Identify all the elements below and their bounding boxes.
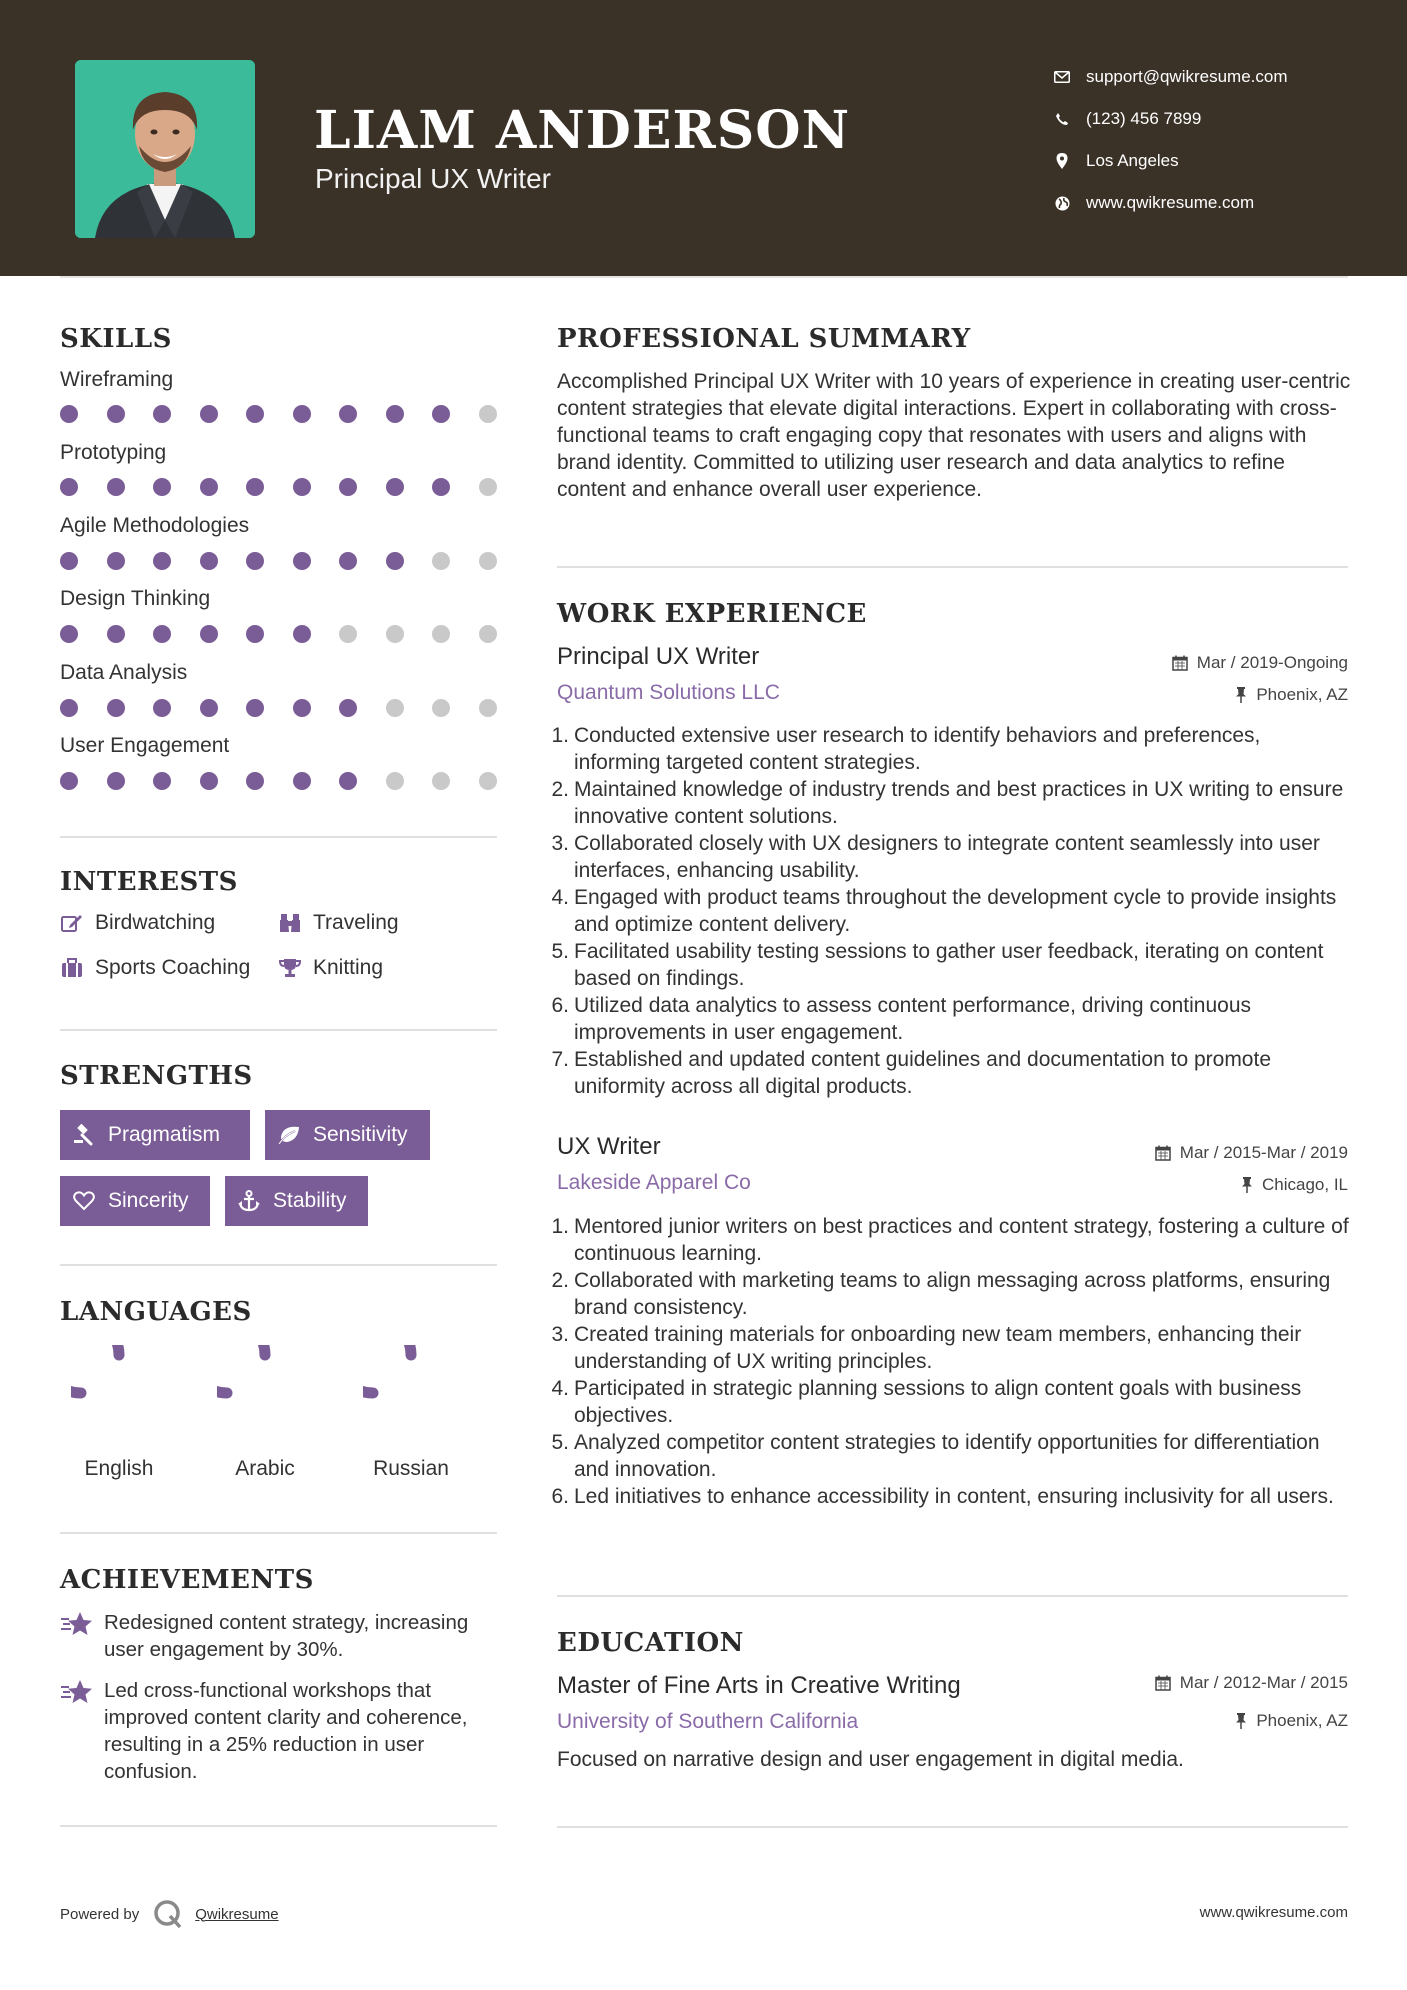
achievement-text: Redesigned content strategy, increasing user engagement by 30%. <box>104 1611 469 1661</box>
skill-dot-filled <box>153 478 171 496</box>
skill-dot-filled <box>153 772 171 790</box>
section-divider <box>60 1825 497 1827</box>
summary-heading: PROFESSIONAL SUMMARY <box>557 324 971 354</box>
experience-heading: WORK EXPERIENCE <box>557 599 867 629</box>
gavel-icon <box>72 1124 96 1146</box>
section-divider <box>60 1264 497 1266</box>
star-icon <box>60 1677 94 1785</box>
skill-dot-filled <box>339 552 357 570</box>
job-title: UX Writer <box>557 1133 661 1160</box>
skill-dot-filled <box>153 405 171 423</box>
skill-label: Data Analysis <box>60 661 188 684</box>
pushpin-icon <box>1235 687 1247 703</box>
pushpin-icon <box>1241 1177 1253 1193</box>
skill-dot-empty <box>386 699 404 717</box>
skill-dot-filled <box>339 772 357 790</box>
heart-icon <box>72 1191 96 1211</box>
duty-number: 4. <box>551 886 569 909</box>
strength-label: Stability <box>273 1189 347 1212</box>
language-item <box>205 1345 325 1481</box>
briefcase-icon <box>60 958 84 978</box>
skill-dot-empty <box>386 625 404 643</box>
skill-dot-filled <box>293 772 311 790</box>
languages-heading: LANGUAGES <box>60 1297 252 1327</box>
star-icon <box>60 1609 94 1663</box>
skill-dot-filled <box>246 405 264 423</box>
skill-dot-filled <box>293 699 311 717</box>
skill-dot-filled <box>339 405 357 423</box>
skill-dot-filled <box>246 699 264 717</box>
language-proficiency-arc <box>71 1345 119 1393</box>
skill-dot-filled <box>386 405 404 423</box>
pushpin-icon <box>1235 1713 1247 1729</box>
section-divider <box>557 1595 1348 1597</box>
section-divider <box>60 836 497 838</box>
duty-item <box>551 1321 1351 1375</box>
language-proficiency-arc <box>217 1345 265 1393</box>
skill-dot-empty <box>479 625 497 643</box>
duty-number: 2. <box>551 778 569 801</box>
skill-dot-filled <box>200 405 218 423</box>
duty-number: 3. <box>551 1323 569 1346</box>
strength-badge <box>60 1110 250 1160</box>
duty-number: 6. <box>551 994 569 1017</box>
duty-item <box>551 1483 1351 1510</box>
skill-dot-filled <box>107 478 125 496</box>
duty-number: 7. <box>551 1048 569 1071</box>
skill-dot-filled <box>339 478 357 496</box>
strength-badge <box>225 1176 368 1226</box>
contact-website-text: www.qwikresume.com <box>1086 193 1255 212</box>
duty-text: Maintained knowledge of industry trends and best practices in UX writing to ensure innovative content solutions. <box>574 778 1344 828</box>
duty-text: Mentored junior writers on best practices and content strategy, fostering a culture of continuous learning. <box>574 1215 1349 1265</box>
skill-dot-filled <box>60 405 78 423</box>
anchor-icon <box>237 1190 261 1212</box>
duty-text: Analyzed competitor content strategies to identify opportunities for differentiation and innovation. <box>574 1431 1320 1481</box>
duty-number: 1. <box>551 724 569 747</box>
skill-dot-empty <box>479 552 497 570</box>
skill-dot-filled <box>432 405 450 423</box>
achievements-heading: ACHIEVEMENTS <box>60 1565 314 1595</box>
duty-item <box>551 722 1351 776</box>
contact-website[interactable] <box>1050 182 1288 224</box>
qwikresume-logo-icon <box>153 1899 183 1929</box>
job-location-text: Phoenix, AZ <box>1256 685 1348 704</box>
duty-number: 6. <box>551 1485 569 1508</box>
location-pin-icon <box>1050 153 1074 169</box>
contact-phone[interactable] <box>1050 98 1288 140</box>
language-item <box>59 1345 179 1481</box>
interest-item <box>278 956 383 980</box>
degree-title: Master of Fine Arts in Creative Writing <box>557 1672 961 1699</box>
skill-dot-filled <box>200 699 218 717</box>
duty-text: Conducted extensive user research to identify behaviors and preferences, informing targeted content strategies. <box>574 724 1261 774</box>
strength-label: Pragmatism <box>108 1123 221 1146</box>
education-heading: EDUCATION <box>557 1628 744 1658</box>
skill-dot-filled <box>107 405 125 423</box>
skill-dot-filled <box>293 405 311 423</box>
strengths-heading: STRENGTHS <box>60 1061 253 1091</box>
candidate-title: Principal UX Writer <box>315 163 551 194</box>
resume-header <box>0 0 1407 276</box>
duty-text: Facilitated usability testing sessions to gather user feedback, iterating on content based on findings. <box>574 940 1324 990</box>
duty-text: Led initiatives to enhance accessibility in content, ensuring inclusivity for all users. <box>574 1485 1334 1508</box>
skill-dot-filled <box>293 478 311 496</box>
strength-label: Sensitivity <box>313 1123 408 1146</box>
skill-dot-filled <box>293 625 311 643</box>
section-divider <box>60 1532 497 1534</box>
powered-by-text: Powered by <box>60 1905 140 1923</box>
skill-rating <box>60 699 525 717</box>
strength-badge <box>60 1176 210 1226</box>
skill-rating <box>60 625 525 643</box>
contact-email-text: support@qwikresume.com <box>1086 67 1288 86</box>
summary-text: Accomplished Principal UX Writer with 10 years of experience in creating user-centric content strategies that elevate digital interactions. Expert in collaborating with cross-functional teams to craft engaging copy that resonates with users and aligns with brand identity. Committed to utilizing user research and data analytics to refine content and enhance overall user experience. <box>557 370 1351 501</box>
language-proficiency-arc <box>363 1345 411 1393</box>
interest-item <box>60 911 215 935</box>
skill-dot-filled <box>432 478 450 496</box>
company-name: Quantum Solutions LLC <box>557 681 780 704</box>
job-dates-text: Mar / 2015-Mar / 2019 <box>1179 1143 1348 1162</box>
duty-item <box>551 1046 1351 1100</box>
skill-dot-filled <box>200 552 218 570</box>
duty-number: 5. <box>551 1431 569 1454</box>
calendar-icon <box>1172 655 1188 671</box>
job-dates <box>1155 1143 1348 1163</box>
skill-dot-filled <box>293 552 311 570</box>
skill-dot-filled <box>107 699 125 717</box>
section-divider <box>557 1826 1348 1828</box>
duty-number: 4. <box>551 1377 569 1400</box>
skill-dot-empty <box>432 772 450 790</box>
interest-label: Sports Coaching <box>95 956 251 979</box>
education-dates-text: Mar / 2012-Mar / 2015 <box>1179 1673 1348 1692</box>
interests-heading: INTERESTS <box>60 867 238 897</box>
contact-email[interactable] <box>1050 56 1288 98</box>
skill-dot-filled <box>107 772 125 790</box>
job-location-text: Chicago, IL <box>1262 1175 1348 1194</box>
duty-text: Utilized data analytics to assess content performance, driving continuous improvements in user engagement. <box>574 994 1252 1044</box>
duty-number: 1. <box>551 1215 569 1238</box>
skill-dot-filled <box>153 625 171 643</box>
duty-text: Created training materials for onboarding new team members, enhancing their understanding of UX writing principles. <box>574 1323 1302 1373</box>
skill-label: Agile Methodologies <box>60 514 250 537</box>
duty-text: Participated in strategic planning sessions to align content goals with business objectives. <box>574 1377 1302 1427</box>
language-label: Arabic <box>235 1457 295 1480</box>
language-proficiency-ring <box>363 1345 459 1441</box>
skill-dot-empty <box>386 772 404 790</box>
interest-label: Knitting <box>313 956 384 979</box>
duty-item <box>551 1213 1351 1267</box>
skill-dot-filled <box>200 625 218 643</box>
skill-dot-filled <box>153 699 171 717</box>
contact-phone-text: (123) 456 7899 <box>1086 109 1202 128</box>
skill-dot-filled <box>200 772 218 790</box>
duty-item <box>551 938 1351 992</box>
duty-item <box>551 1267 1351 1321</box>
skill-dot-filled <box>60 772 78 790</box>
candidate-name: LIAM ANDERSON <box>314 100 851 161</box>
duty-list <box>551 1213 1351 1510</box>
interest-label: Traveling <box>313 911 399 934</box>
language-label: English <box>84 1457 154 1480</box>
duty-item <box>551 884 1351 938</box>
calendar-icon <box>1155 1675 1171 1691</box>
skill-rating <box>60 772 525 790</box>
skill-dot-empty <box>479 772 497 790</box>
skill-dot-filled <box>60 699 78 717</box>
skill-dot-filled <box>386 478 404 496</box>
binoculars-icon <box>278 913 302 933</box>
job-dates <box>1172 653 1348 673</box>
skill-dot-filled <box>107 625 125 643</box>
strength-badge <box>265 1110 430 1160</box>
achievement-text: Led cross-functional workshops that improved content clarity and coherence, resulting in a 25% reduction in user confusion. <box>104 1679 468 1783</box>
calendar-icon <box>1155 1145 1171 1161</box>
interest-item <box>278 911 399 935</box>
duty-item <box>551 830 1351 884</box>
skills-heading: SKILLS <box>60 324 172 354</box>
contact-location-text: Los Angeles <box>1086 151 1179 170</box>
skill-rating <box>60 478 525 496</box>
globe-icon <box>1050 196 1074 211</box>
skill-dot-empty <box>479 478 497 496</box>
skill-dot-filled <box>200 478 218 496</box>
education-description: Focused on narrative design and user engagement in digital media. <box>557 1748 1184 1771</box>
skill-label: Design Thinking <box>60 587 211 610</box>
duty-list <box>551 722 1351 1100</box>
language-proficiency-ring <box>71 1345 167 1441</box>
skill-dot-empty <box>479 405 497 423</box>
skill-label: User Engagement <box>60 734 230 757</box>
skill-dot-filled <box>60 478 78 496</box>
duty-text: Collaborated closely with UX designers to integrate content seamlessly into user interfaces, enhancing usability. <box>574 832 1320 882</box>
section-divider <box>60 1029 497 1031</box>
job-title: Principal UX Writer <box>557 643 760 670</box>
duty-item <box>551 1375 1351 1429</box>
duty-item <box>551 992 1351 1046</box>
skill-dot-filled <box>246 772 264 790</box>
language-item <box>351 1345 471 1481</box>
skill-label: Wireframing <box>60 368 174 391</box>
skill-dot-empty <box>432 699 450 717</box>
duty-text: Engaged with product teams throughout the development cycle to provide insights and optimize content delivery. <box>574 886 1337 936</box>
duty-number: 5. <box>551 940 569 963</box>
strength-label: Sincerity <box>108 1189 189 1212</box>
trophy-icon <box>278 958 302 978</box>
skill-dot-filled <box>153 552 171 570</box>
contact-location <box>1050 140 1288 182</box>
skill-dot-empty <box>432 552 450 570</box>
duty-text: Collaborated with marketing teams to align messaging across platforms, ensuring brand consistency. <box>574 1269 1331 1319</box>
skill-dot-filled <box>246 625 264 643</box>
skill-dot-filled <box>386 552 404 570</box>
profile-photo <box>75 60 255 238</box>
skill-dot-filled <box>60 552 78 570</box>
skill-dot-filled <box>246 478 264 496</box>
achievement-item <box>60 1677 500 1785</box>
interest-item <box>60 956 250 980</box>
header-divider <box>60 276 1348 278</box>
education-location-text: Phoenix, AZ <box>1256 1711 1348 1730</box>
person-avatar-icon <box>75 60 255 238</box>
company-name: Lakeside Apparel Co <box>557 1171 751 1194</box>
skill-dot-empty <box>339 625 357 643</box>
edit-icon <box>60 913 84 933</box>
duty-number: 2. <box>551 1269 569 1292</box>
job-dates-text: Mar / 2019-Ongoing <box>1196 653 1348 672</box>
duty-item <box>551 776 1351 830</box>
skill-dot-filled <box>60 625 78 643</box>
job-location <box>1235 685 1348 705</box>
language-label: Russian <box>373 1457 449 1480</box>
skill-dot-filled <box>107 552 125 570</box>
interest-label: Birdwatching <box>95 911 216 934</box>
skill-dot-empty <box>479 699 497 717</box>
footer-url[interactable]: www.qwikresume.com <box>1199 1904 1348 1921</box>
achievement-item <box>60 1609 500 1663</box>
contact-list <box>1050 56 1288 224</box>
duty-item <box>551 1429 1351 1483</box>
duty-text: Established and updated content guidelines and documentation to promote uniformity across all digital products. <box>574 1048 1271 1098</box>
school-name: University of Southern California <box>557 1710 859 1733</box>
education-dates <box>1155 1673 1348 1693</box>
leaf-icon <box>277 1125 301 1145</box>
skill-label: Prototyping <box>60 441 167 464</box>
skill-rating <box>60 552 525 570</box>
qwikresume-link[interactable]: Qwikresume <box>195 1905 279 1923</box>
envelope-icon <box>1050 71 1074 83</box>
skill-dot-filled <box>246 552 264 570</box>
footer-branding <box>60 1899 279 1929</box>
education-location <box>1235 1711 1348 1731</box>
phone-icon <box>1050 112 1074 126</box>
job-location <box>1241 1175 1348 1195</box>
section-divider <box>557 566 1348 568</box>
skill-rating <box>60 405 525 423</box>
skill-dot-filled <box>339 699 357 717</box>
duty-number: 3. <box>551 832 569 855</box>
language-proficiency-ring <box>217 1345 313 1441</box>
skill-dot-empty <box>432 625 450 643</box>
